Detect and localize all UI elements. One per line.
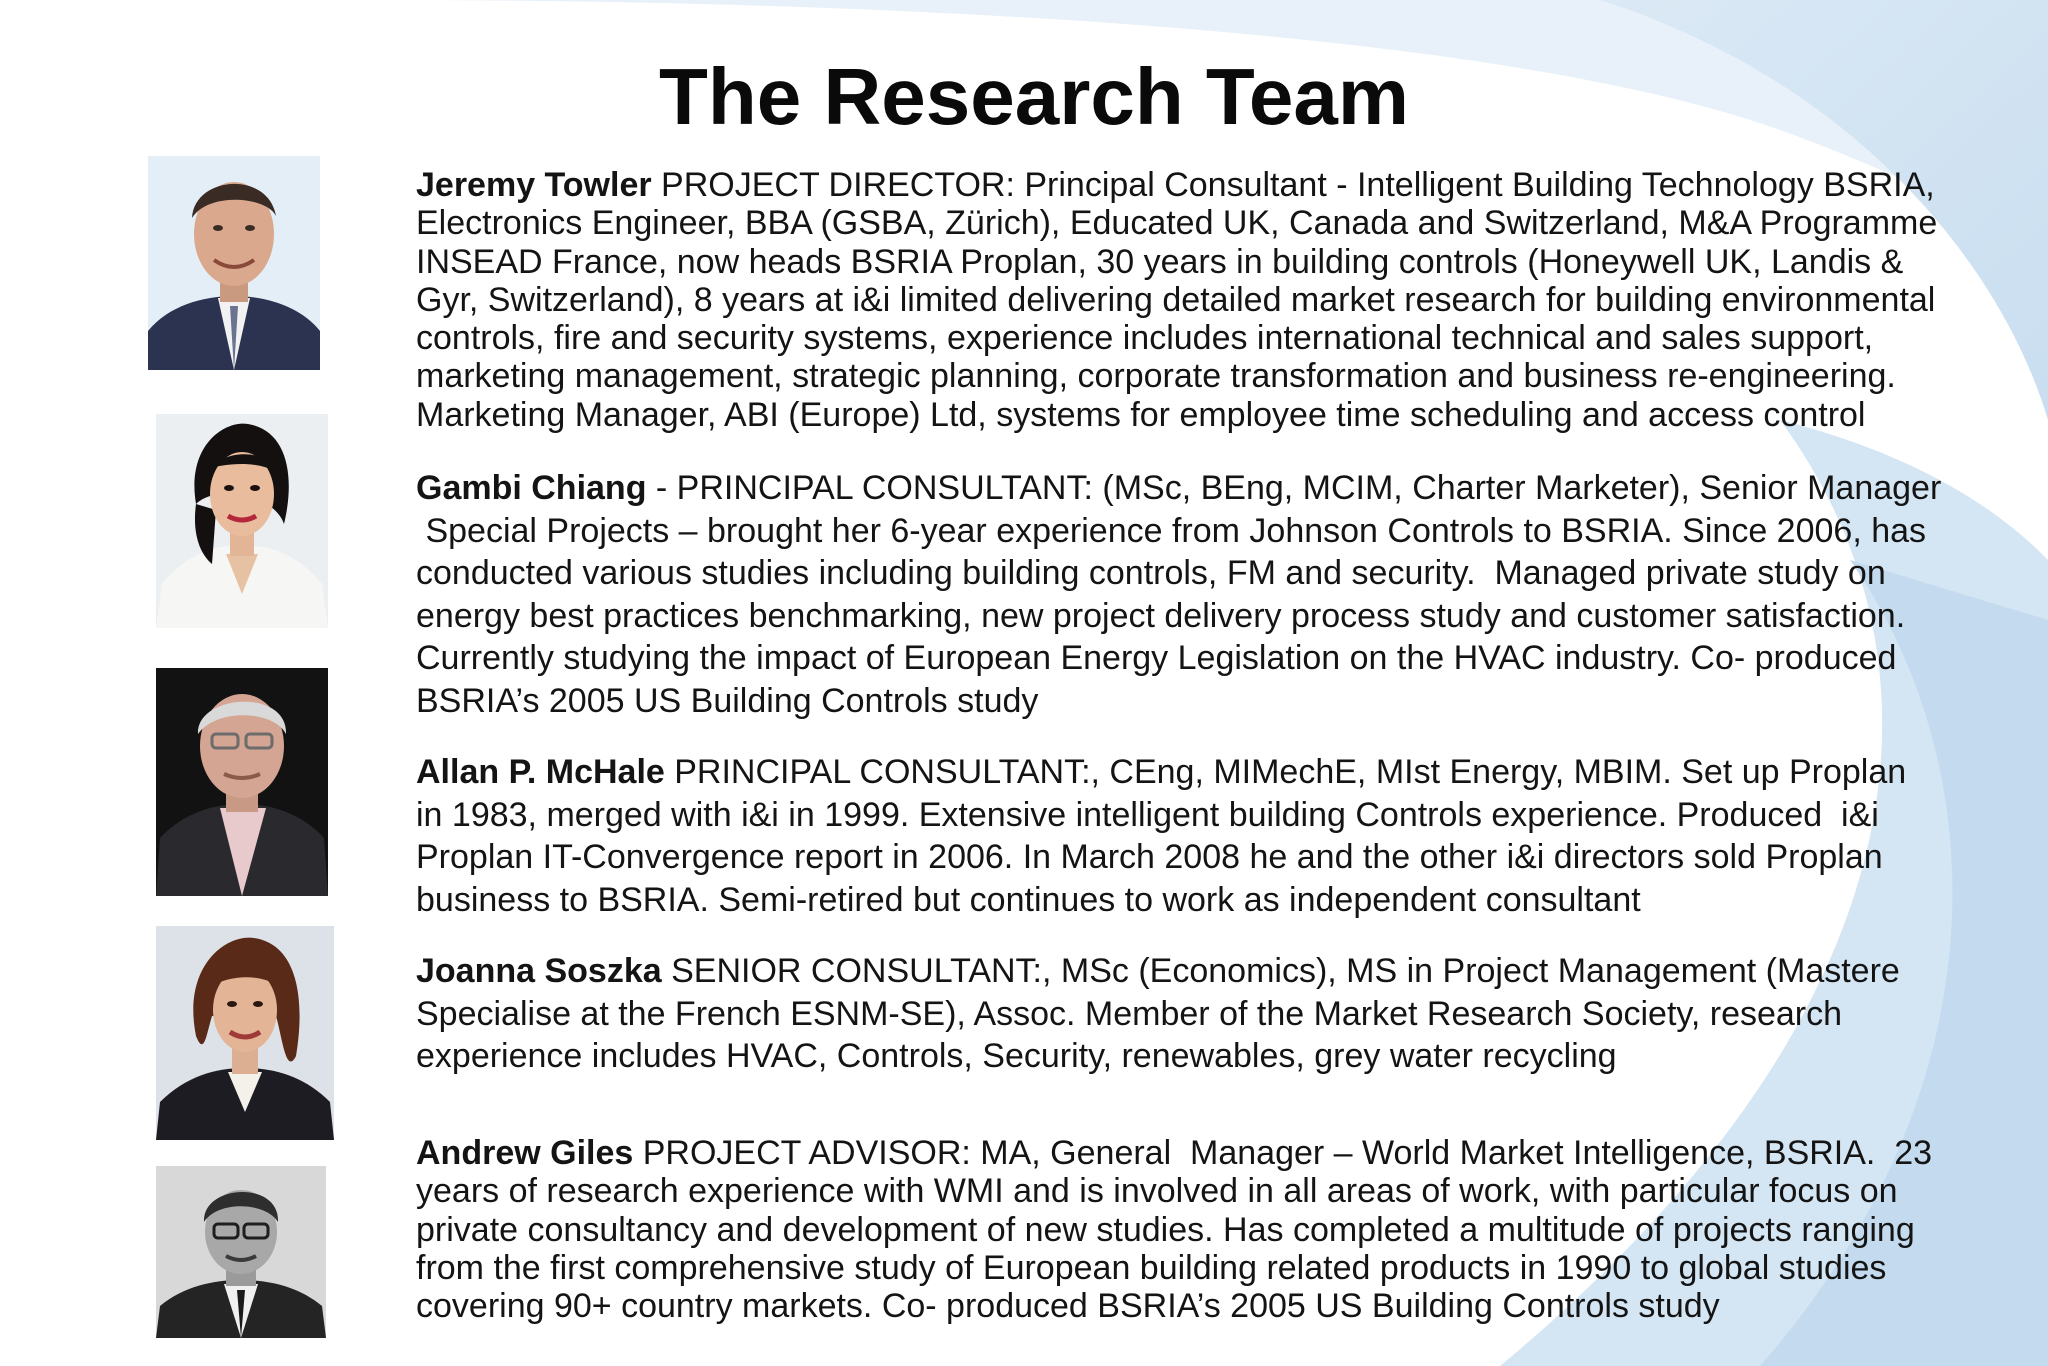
portrait-icon xyxy=(148,156,320,370)
bio-line xyxy=(416,1134,1932,1172)
bio-text: SENIOR CONSULTANT:, MSc (Economics), MS in Project Management (Mastere xyxy=(661,952,1900,990)
bio-line: Marketing Manager, ABI (Europe) Ltd, systems for employee time scheduling and access control xyxy=(416,395,1866,434)
member-name: Jeremy Towler xyxy=(416,166,652,204)
bio-line xyxy=(416,166,1937,204)
bio-line: private consultancy and development of new studies. Has completed a multitude of projects ranging xyxy=(416,1210,1915,1249)
portrait-icon xyxy=(156,926,334,1140)
bio-line: INSEAD France, now heads BSRIA Proplan, 30 years in building controls (Honeywell UK, Landis & xyxy=(416,242,1904,281)
bio-line: Currently studying the impact of European Energy Legislation on the HVAC industry. Co- produced xyxy=(416,639,1897,677)
bio-line xyxy=(416,751,1906,794)
photo-gambi-chiang xyxy=(156,414,328,628)
bio-text: PROJECT DIRECTOR: Principal Consultant - Intelligent Building Technology BSRIA, xyxy=(651,166,1935,204)
bio-line: Electronics Engineer, BBA (GSBA, Zürich), Educated UK, Canada and Switzerland, M&A Programme xyxy=(416,204,1938,243)
bio-line: in 1983, merged with i&i in 1999. Extensive intelligent building Controls experience. Produced i&i xyxy=(416,795,1879,834)
bio-line: Gyr, Switzerland), 8 years at i&i limited delivering detailed market research for building environmental xyxy=(416,280,1936,319)
photo-jeremy-towler xyxy=(148,156,320,370)
photo-joanna-soszka xyxy=(156,926,334,1140)
bio-jeremy-towler xyxy=(416,166,1937,434)
bio-line xyxy=(416,950,1900,993)
bio-line: years of research experience with WMI and is involved in all areas of work, with particular focus on xyxy=(416,1172,1898,1211)
bio-line: controls, fire and security systems, experience includes international technical and sales support, xyxy=(416,319,1874,358)
bio-text: PROJECT ADVISOR: MA, General Manager – World Market Intelligence, BSRIA. 23 xyxy=(633,1134,1933,1172)
member-name: Gambi Chiang xyxy=(416,469,647,507)
bio-joanna-soszka xyxy=(416,950,1900,1078)
bio-allan-mchale xyxy=(416,751,1906,921)
portrait-icon xyxy=(156,1166,326,1338)
bio-andrew-giles xyxy=(416,1134,1932,1325)
portrait-icon xyxy=(156,668,328,896)
page-title: The Research Team xyxy=(659,52,1409,141)
bio-line: Special Projects – brought her 6-year experience from Johnson Controls to BSRIA. Since 2006, has xyxy=(416,511,1927,550)
bio-line: covering 90+ country markets. Co- produced BSRIA’s 2005 US Building Controls study xyxy=(416,1287,1720,1326)
member-name: Allan P. McHale xyxy=(416,753,665,791)
bio-line: Specialise at the French ESNM-SE), Assoc. Member of the Market Research Society, research xyxy=(416,994,1843,1033)
portrait-icon xyxy=(156,414,328,628)
bio-gambi-chiang xyxy=(416,467,1941,722)
bio-line: Proplan IT-Convergence report in 2006. In March 2008 he and the other i&i directors sold Proplan xyxy=(416,838,1883,876)
bio-line: marketing management, strategic planning, corporate transformation and business re-engineering. xyxy=(416,357,1896,396)
bio-text: PRINCIPAL CONSULTANT:, CEng, MIMechE, MIst Energy, MBIM. Set up Proplan xyxy=(664,753,1907,791)
photo-andrew-giles xyxy=(156,1166,326,1338)
bio-line xyxy=(416,467,1941,510)
bio-line: business to BSRIA. Semi-retired but continues to work as independent consultant xyxy=(416,880,1641,919)
bio-line: conducted various studies including building controls, FM and security. Managed private study on xyxy=(416,554,1886,592)
member-name: Joanna Soszka xyxy=(416,952,662,990)
photo-allan-mchale xyxy=(156,668,328,896)
bio-line: from the first comprehensive study of European building related products in 1990 to global studies xyxy=(416,1248,1887,1287)
member-name: Andrew Giles xyxy=(416,1134,634,1172)
bio-text: - PRINCIPAL CONSULTANT: (MSc, BEng, MCIM, Charter Marketer), Senior Manager xyxy=(646,469,1942,507)
bio-line: experience includes HVAC, Controls, Security, renewables, grey water recycling xyxy=(416,1037,1617,1075)
bio-line: BSRIA’s 2005 US Building Controls study xyxy=(416,681,1039,720)
bio-line: energy best practices benchmarking, new project delivery process study and customer satisfaction. xyxy=(416,596,1906,635)
